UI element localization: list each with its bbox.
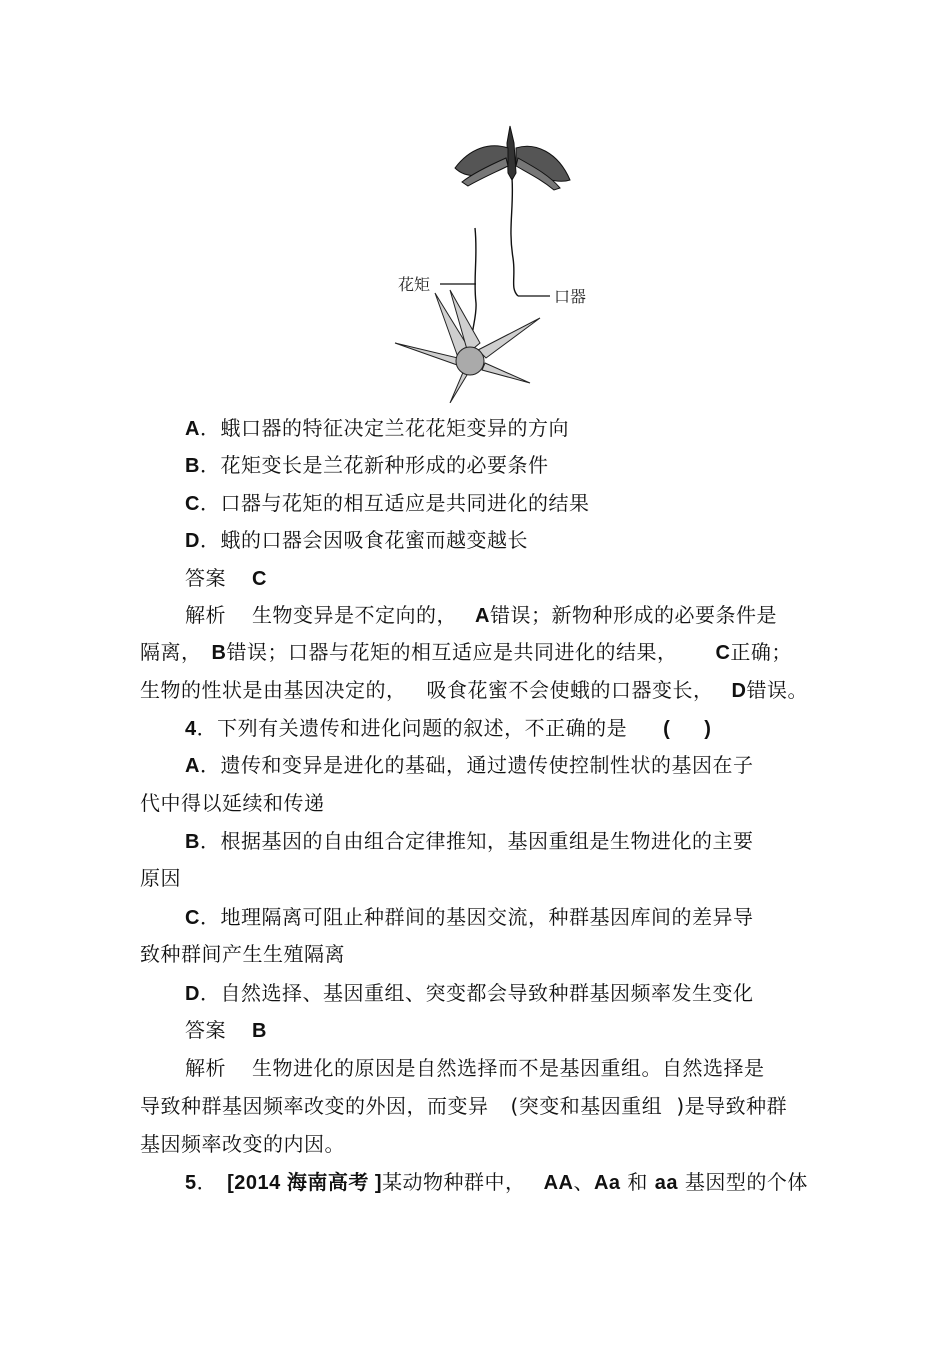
question-number: 4 bbox=[185, 718, 197, 740]
analysis-label: 解析 bbox=[185, 1056, 226, 1080]
q3-analysis-line3 bbox=[140, 676, 808, 705]
option-text: 花矩变长是兰花新种形成的必要条件 bbox=[220, 453, 549, 477]
analysis-text: 基因频率改变的内因。 bbox=[140, 1132, 345, 1156]
q3-option-c: C．口器与花矩的相互适应是共同进化的结果 bbox=[185, 491, 590, 515]
analysis-text: )是导致种群 bbox=[676, 1094, 788, 1118]
analysis-text: 错误。 bbox=[746, 678, 808, 702]
genotype: aa bbox=[654, 1172, 678, 1194]
analysis-text: 生物变异是不定向的， bbox=[252, 603, 457, 627]
option-letter: C bbox=[185, 907, 200, 929]
q4-option-c-line2 bbox=[140, 940, 345, 968]
q5-stem: 5． [2014 海南高考 ]某动物种群中， AA、Aa 和 aa 基因型的个体 bbox=[185, 1170, 808, 1194]
analysis-text: 错误；新物种形成的必要条件是 bbox=[489, 603, 777, 627]
analysis-label: 解析 bbox=[185, 603, 226, 627]
q4-option-d: D．自然选择、基因重组、突变都会导致种群基因频率发生变化 bbox=[185, 981, 754, 1005]
answer-label: 答案 bbox=[185, 566, 226, 590]
q4-stem: 4．下列有关遗传和进化问题的叙述，不正确的是 ( ) bbox=[185, 716, 712, 740]
question-number: 5 bbox=[185, 1172, 197, 1194]
question-text: 基因型的个体 bbox=[684, 1170, 808, 1194]
option-letter: D bbox=[185, 530, 200, 552]
q4-analysis-line3 bbox=[140, 1130, 345, 1158]
question-source: [2014 海南高考 ] bbox=[227, 1172, 383, 1194]
analysis-text: 正确； bbox=[730, 640, 792, 664]
q4-option-b-line1: B．根据基因的自由组合定律推知，基因重组是生物进化的主要 bbox=[185, 829, 754, 853]
analysis-text: 隔离， bbox=[140, 640, 202, 664]
q4-analysis-line1 bbox=[185, 1054, 765, 1082]
conjunction: 和 bbox=[627, 1170, 648, 1194]
option-text: 口器与花矩的相互适应是共同进化的结果 bbox=[220, 491, 590, 515]
answer-value: B bbox=[252, 1020, 267, 1042]
option-text: 蛾的口器会因吸食花蜜而越变越长 bbox=[220, 528, 528, 552]
q3-option-a: A．蛾口器的特征决定兰花花矩变异的方向 bbox=[185, 416, 569, 440]
answer-paren-open: ( bbox=[663, 718, 671, 740]
analysis-text: 生物的性状是由基因决定的， bbox=[140, 678, 407, 702]
q3-option-b: B．花矩变长是兰花新种形成的必要条件 bbox=[185, 453, 549, 477]
label-spur: 花矩 bbox=[398, 275, 431, 294]
analysis-text: 错误；口器与花矩的相互适应是共同进化的结果， bbox=[226, 640, 678, 664]
question-text: 某动物种群中， bbox=[382, 1170, 526, 1194]
analysis-letter: D bbox=[731, 680, 747, 702]
option-text: 地理隔离可阻止种群间的基因交流，种群基因库间的差异导 bbox=[220, 905, 754, 929]
analysis-letter: A bbox=[475, 605, 490, 627]
option-text: 蛾口器的特征决定兰花花矩变异的方向 bbox=[220, 416, 569, 440]
option-text: 代中得以延续和传递 bbox=[140, 791, 325, 815]
moth-orchid-figure bbox=[390, 118, 620, 403]
q3-answer bbox=[185, 564, 267, 593]
option-text: 自然选择、基因重组、突变都会导致种群基因频率发生变化 bbox=[220, 981, 754, 1005]
q4-option-a-line2 bbox=[140, 789, 325, 817]
genotype: Aa bbox=[593, 1172, 621, 1194]
orchid-flower bbox=[395, 290, 540, 403]
q4-analysis-line2 bbox=[140, 1092, 787, 1120]
q4-option-a-line1: A．遗传和变异是进化的基础，通过遗传使控制性状的基因在子 bbox=[185, 753, 754, 777]
proboscis bbox=[511, 178, 518, 296]
q4-answer bbox=[185, 1016, 267, 1045]
analysis-text: 吸食花蜜不会使蛾的口器变长， bbox=[426, 678, 714, 702]
q3-option-d: D．蛾的口器会因吸食花蜜而越变越长 bbox=[185, 528, 528, 552]
analysis-text: (突变和基因重组 bbox=[510, 1094, 663, 1118]
answer-paren-close: ) bbox=[704, 718, 712, 740]
q3-analysis-line1 bbox=[185, 601, 777, 630]
option-letter: C bbox=[185, 493, 200, 515]
option-text: 根据基因的自由组合定律推知，基因重组是生物进化的主要 bbox=[220, 829, 754, 853]
analysis-letter: C bbox=[715, 642, 731, 664]
q3-analysis-line2 bbox=[140, 638, 792, 667]
answer-value: C bbox=[252, 568, 267, 590]
question-text: 下列有关遗传和进化问题的叙述，不正确的是 bbox=[217, 716, 628, 740]
option-text: 原因 bbox=[140, 866, 181, 890]
option-letter: A bbox=[185, 755, 200, 777]
option-letter: B bbox=[185, 831, 200, 853]
genotype: AA bbox=[543, 1172, 574, 1194]
option-letter: D bbox=[185, 983, 200, 1005]
analysis-text: 导致种群基因频率改变的外因，而变异 bbox=[140, 1094, 489, 1118]
option-text: 遗传和变异是进化的基础，通过遗传使控制性状的基因在子 bbox=[220, 753, 754, 777]
option-letter: A bbox=[185, 418, 200, 440]
analysis-text: 生物进化的原因是自然选择而不是基因重组。自然选择是 bbox=[252, 1056, 765, 1080]
option-letter: B bbox=[185, 455, 200, 477]
separator: 、 bbox=[573, 1170, 594, 1194]
figure-drawing bbox=[390, 118, 620, 403]
q4-option-c-line1: C．地理隔离可阻止种群间的基因交流，种群基因库间的差异导 bbox=[185, 905, 754, 929]
label-mouthparts: 口器 bbox=[554, 287, 587, 306]
answer-label: 答案 bbox=[185, 1018, 226, 1042]
q4-option-b-line2 bbox=[140, 864, 181, 892]
analysis-letter: B bbox=[211, 642, 227, 664]
option-text: 致种群间产生生殖隔离 bbox=[140, 942, 345, 966]
